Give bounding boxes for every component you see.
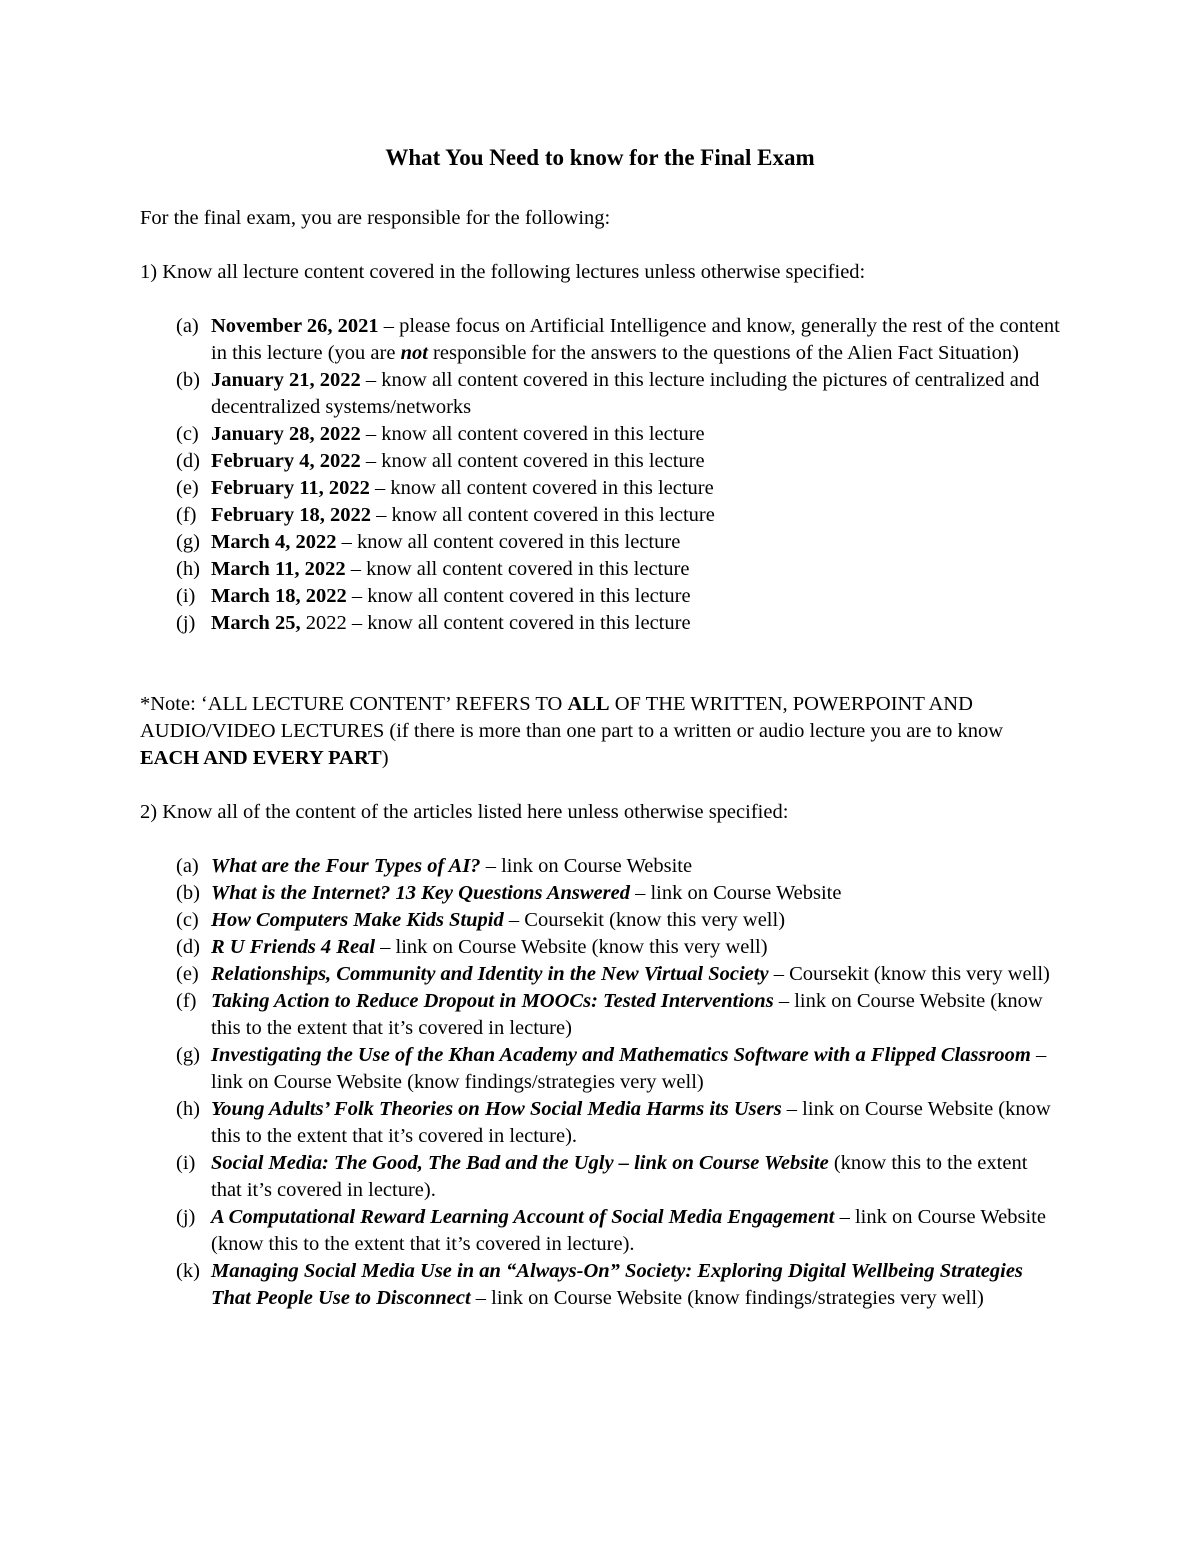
lecture-date: January 28, 2022 xyxy=(211,423,361,445)
note-text: *Note: ‘ALL LECTURE CONTENT’ REFERS TO xyxy=(140,693,568,715)
list-item xyxy=(140,907,1060,934)
article-title: Young Adults’ Folk Theories on How Social Media Harms its Users xyxy=(211,1098,782,1120)
lecture-description-end: responsible for the answers to the questions of the Alien Fact Situation) xyxy=(427,342,1019,364)
article-description: – link on Course Website xyxy=(480,855,693,877)
list-marker: (f) xyxy=(176,504,197,526)
article-title: What are the Four Types of AI? xyxy=(211,855,481,877)
list-item xyxy=(140,367,1060,421)
list-item xyxy=(140,1096,1060,1150)
list-marker: (j) xyxy=(176,612,196,634)
list-marker: (h) xyxy=(176,1098,200,1120)
lecture-date: February 11, 2022 xyxy=(211,477,370,499)
lecture-description: – know all content covered in this lecture xyxy=(371,504,715,526)
lecture-description: – know all content covered in this lecture xyxy=(346,585,691,607)
list-item xyxy=(140,448,1060,475)
list-marker: (i) xyxy=(176,585,196,607)
lecture-description: – know all content covered in this lecture xyxy=(336,531,681,553)
article-title: R U Friends 4 Real xyxy=(211,936,376,958)
list-item xyxy=(140,1150,1060,1204)
article-title: Investigating the Use of the Khan Academy and Mathematics Software with a Flipped Classroom xyxy=(211,1044,1031,1066)
list-marker: (i) xyxy=(176,1152,196,1174)
lecture-description: – know all content covered in this lecture xyxy=(369,477,714,499)
list-item xyxy=(140,988,1060,1042)
list-marker: (c) xyxy=(176,909,199,931)
list-item xyxy=(140,610,1060,637)
article-description: – link on Course Website (know findings/strategies very well) xyxy=(470,1287,984,1309)
list-item xyxy=(140,583,1060,610)
article-description: – Coursekit (know this very well) xyxy=(768,963,1050,985)
lecture-date: March 4, 2022 xyxy=(211,531,337,553)
article-title: What is the Internet? 13 Key Questions Answered xyxy=(211,882,630,904)
article-title: Managing Social Media Use in an “Always-On” Society: Exploring Digital Wellbeing Strategies That People Use to Disconnect xyxy=(211,1260,1023,1309)
article-description: – link on Course Website (know this to the extent that it’s covered in lecture). xyxy=(211,1206,1046,1255)
list-marker: (b) xyxy=(176,369,200,391)
list-marker: (f) xyxy=(176,990,197,1012)
list-marker: (g) xyxy=(176,1044,200,1066)
article-description: – link on Course Website xyxy=(629,882,842,904)
lecture-description: – please focus on Artificial Intelligence and know, generally the rest of the content in this lecture (you are xyxy=(211,315,1060,364)
article-list xyxy=(140,853,1060,1312)
lecture-date: March 18, 2022 xyxy=(211,585,347,607)
lecture-date: January 21, 2022 xyxy=(211,369,361,391)
note-text: OF THE WRITTEN, POWERPOINT AND AUDIO/VIDEO LECTURES (if there is more than one part to a written or audio lecture you are to know xyxy=(140,693,1004,742)
list-item xyxy=(140,934,1060,961)
lecture-date: March 11, 2022 xyxy=(211,558,346,580)
list-marker: (d) xyxy=(176,936,200,958)
lecture-date: November 26, 2021 xyxy=(211,315,379,337)
note-emphasis: ALL xyxy=(567,693,610,715)
lecture-description: – know all content covered in this lecture xyxy=(360,450,705,472)
article-description: – link on Course Website (know this very well) xyxy=(375,936,768,958)
lecture-description: – know all content covered in this lecture xyxy=(360,423,705,445)
list-marker: (c) xyxy=(176,423,199,445)
list-marker: (h) xyxy=(176,558,200,580)
lecture-date: March 25, xyxy=(211,612,301,634)
list-item xyxy=(140,475,1060,502)
list-marker: (e) xyxy=(176,477,199,499)
note-paragraph xyxy=(140,691,1060,772)
lecture-description: – know all content covered in this lecture xyxy=(345,558,690,580)
list-marker: (e) xyxy=(176,963,199,985)
emphasis-text: not xyxy=(400,342,428,364)
list-marker: (k) xyxy=(176,1260,200,1282)
article-description: (know this to the extent that it’s covered in lecture). xyxy=(211,1152,1028,1201)
lecture-description: 2022 – know all content covered in this lecture xyxy=(300,612,691,634)
note-emphasis: EACH AND EVERY PART xyxy=(140,747,382,769)
list-marker: (a) xyxy=(176,315,199,337)
section2-heading: 2) Know all of the content of the articles listed here unless otherwise specified: xyxy=(140,801,789,823)
article-description: – link on Course Website (know this to the extent that it’s covered in lecture). xyxy=(211,1098,1051,1147)
list-marker: (g) xyxy=(176,531,200,553)
list-marker: (a) xyxy=(176,855,199,877)
list-item xyxy=(140,529,1060,556)
list-item xyxy=(140,1204,1060,1258)
lecture-date: February 18, 2022 xyxy=(211,504,371,526)
article-title: How Computers Make Kids Stupid xyxy=(211,909,504,931)
list-item xyxy=(140,853,1060,880)
list-item xyxy=(140,502,1060,529)
article-description: – Coursekit (know this very well) xyxy=(503,909,786,931)
list-marker: (d) xyxy=(176,450,200,472)
list-item xyxy=(140,1258,1060,1312)
lecture-date: February 4, 2022 xyxy=(211,450,361,472)
article-title: Social Media: The Good, The Bad and the Ugly – link on Course Website xyxy=(211,1152,829,1174)
intro-paragraph: For the final exam, you are responsible for the following: xyxy=(140,207,611,229)
list-marker: (b) xyxy=(176,882,200,904)
article-description: – link on Course Website (know findings/strategies very well) xyxy=(211,1044,1047,1093)
article-title: Taking Action to Reduce Dropout in MOOCs: Tested Interventions xyxy=(211,990,774,1012)
article-title: A Computational Reward Learning Account of Social Media Engagement xyxy=(211,1206,835,1228)
note-text: ) xyxy=(381,747,389,769)
list-item xyxy=(140,556,1060,583)
section1-heading: 1) Know all lecture content covered in the following lectures unless otherwise specified: xyxy=(140,261,866,283)
lecture-description: – know all content covered in this lecture including the pictures of centralized and decentralized systems/networks xyxy=(211,369,1040,418)
list-item xyxy=(140,961,1060,988)
list-item xyxy=(140,421,1060,448)
article-description: – link on Course Website (know this to the extent that it’s covered in lecture) xyxy=(211,990,1043,1039)
article-title: Relationships, Community and Identity in the New Virtual Society xyxy=(211,963,769,985)
list-item xyxy=(140,313,1060,367)
list-item xyxy=(140,1042,1060,1096)
list-marker: (j) xyxy=(176,1206,196,1228)
page-title: What You Need to know for the Final Exam xyxy=(385,145,815,170)
lecture-list xyxy=(140,313,1060,637)
list-item xyxy=(140,880,1060,907)
